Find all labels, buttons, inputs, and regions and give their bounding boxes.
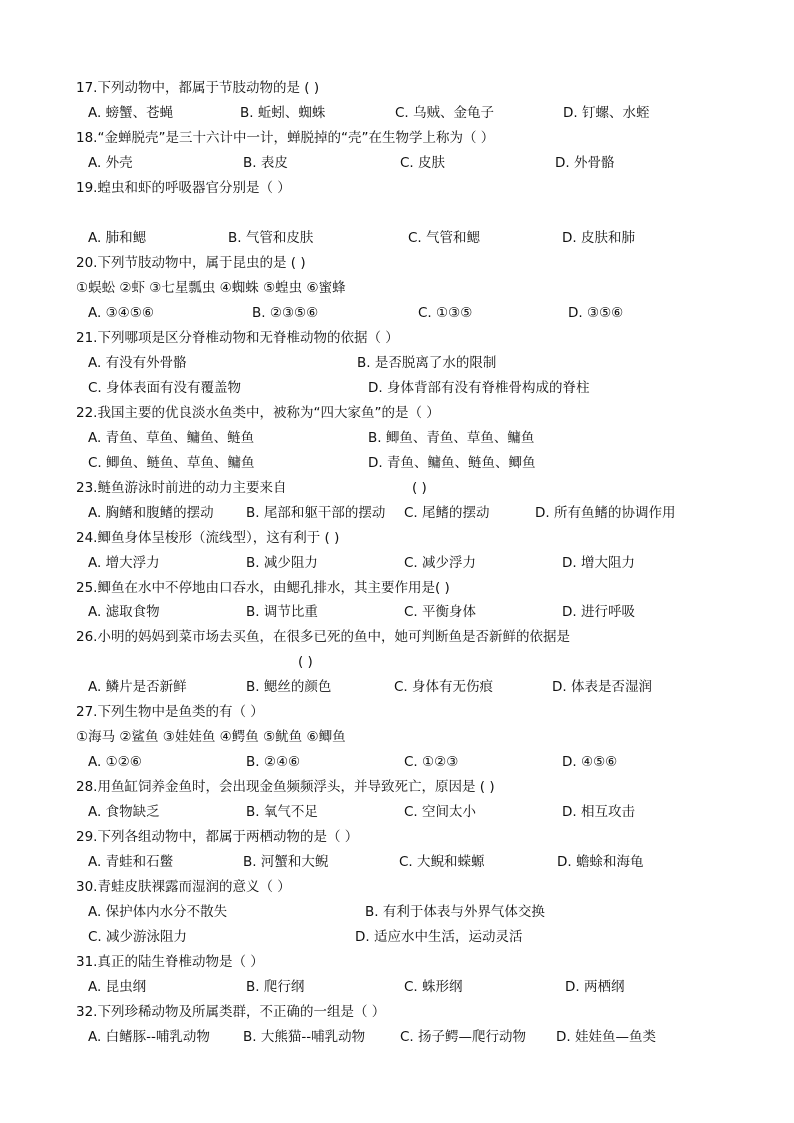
question-32-option-a: A. 白鳍豚--哺乳动物 xyxy=(88,1029,210,1045)
question-17-option-c: C. 乌贼、金龟子 xyxy=(395,105,495,121)
question-20-option-a: A. ③④⑤⑥ xyxy=(88,305,154,321)
question-27-items: ①海马 ②鲨鱼 ③娃娃鱼 ④鳄鱼 ⑤鱿鱼 ⑥鲫鱼 xyxy=(76,729,346,745)
question-31-option-c: C. 蛛形纲 xyxy=(404,979,463,995)
question-29-option-b: B. 河蟹和大鲵 xyxy=(243,854,329,870)
question-24-stem: 24.鲫鱼身体呈梭形（流线型），这有利于 ( ) xyxy=(76,530,340,546)
question-18-option-a: A. 外壳 xyxy=(88,155,133,171)
question-23-option-a: A. 胸鳍和腹鳍的摆动 xyxy=(88,505,214,521)
question-19-option-b: B. 气管和皮肤 xyxy=(228,230,314,246)
question-23-option-b: B. 尾部和躯干部的摆动 xyxy=(246,505,386,521)
question-22-option-a: A. 青鱼、草鱼、鳙鱼、鲢鱼 xyxy=(88,430,255,446)
question-27-option-d: D. ④⑤⑥ xyxy=(562,754,618,770)
question-17-option-d: D. 钉螺、水蛭 xyxy=(563,105,650,121)
question-21-option-b: B. 是否脱离了水的限制 xyxy=(357,355,497,371)
question-20-items: ①蜈蚣 ②虾 ③七星瓢虫 ④蜘蛛 ⑤蝗虫 ⑥蜜蜂 xyxy=(76,280,346,296)
question-19-stem: 19.蝗虫和虾的呼吸器官分别是（ ） xyxy=(76,180,291,196)
question-32-option-b: B. 大熊猫--哺乳动物 xyxy=(243,1029,366,1045)
question-28-option-c: C. 空间太小 xyxy=(404,804,477,820)
question-26-stem: 26.小明的妈妈到菜市场去买鱼，在很多已死的鱼中，她可判断鱼是否新鲜的依据是 xyxy=(76,629,570,645)
question-25-option-d: D. 进行呼吸 xyxy=(562,604,635,620)
question-26-option-d: D. 体表是否湿润 xyxy=(552,679,652,695)
question-28-option-d: D. 相互攻击 xyxy=(562,804,635,820)
question-30-option-a: A. 保护体内水分不散失 xyxy=(88,904,228,920)
question-23-option-c: C. 尾鳍的摆动 xyxy=(404,505,490,521)
question-22-option-c: C. 鲫鱼、鲢鱼、草鱼、鳙鱼 xyxy=(88,455,255,471)
question-25-option-c: C. 平衡身体 xyxy=(404,604,477,620)
question-24-option-c: C. 减少浮力 xyxy=(404,555,477,571)
question-28-option-a: A. 食物缺乏 xyxy=(88,804,160,820)
question-30-option-c: C. 减少游泳阻力 xyxy=(88,929,188,945)
question-22-stem: 22.我国主要的优良淡水鱼类中，被称为“四大家鱼”的是（ ） xyxy=(76,405,440,421)
question-28-option-b: B. 氧气不足 xyxy=(246,804,318,820)
question-30-stem: 30.青蛙皮肤裸露而湿润的意义（ ） xyxy=(76,879,291,895)
question-21-stem: 21.下列哪项是区分脊椎动物和无脊椎动物的依据（ ） xyxy=(76,330,399,346)
question-32-option-d: D. 娃娃鱼—鱼类 xyxy=(556,1029,656,1045)
question-28-stem: 28.用鱼缸饲养金鱼时，会出现金鱼频频浮头，并导致死亡，原因是 ( ) xyxy=(76,779,495,795)
question-27-stem: 27.下列生物中是鱼类的有（ ） xyxy=(76,704,264,720)
question-23-answer-paren: ( ) xyxy=(412,480,427,496)
question-31-option-d: D. 两栖纲 xyxy=(565,979,625,995)
question-17-stem: 17.下列动物中，都属于节肢动物的是 ( ) xyxy=(76,80,320,96)
question-30-option-b: B. 有利于体表与外界气体交换 xyxy=(365,904,545,920)
question-25-option-b: B. 调节比重 xyxy=(246,604,318,620)
question-23-stem: 23.鲢鱼游泳时前进的动力主要来自 xyxy=(76,480,287,496)
question-32-option-c: C. 扬子鳄—爬行动物 xyxy=(400,1029,527,1045)
question-19-option-d: D. 皮肤和肺 xyxy=(562,230,635,246)
question-21-option-d: D. 身体背部有没有脊椎骨构成的脊柱 xyxy=(368,380,590,396)
question-21-option-a: A. 有没有外骨骼 xyxy=(88,355,187,371)
question-23-option-d: D. 所有鱼鳍的协调作用 xyxy=(535,505,676,521)
question-26-option-c: C. 身体有无伤痕 xyxy=(394,679,494,695)
question-29-option-a: A. 青蛙和石鳖 xyxy=(88,854,174,870)
question-24-option-a: A. 增大浮力 xyxy=(88,555,160,571)
question-27-option-a: A. ①②⑥ xyxy=(88,754,142,770)
question-20-option-c: C. ①③⑤ xyxy=(418,305,473,321)
question-17-option-a: A. 螃蟹、苍蝇 xyxy=(88,105,174,121)
question-25-stem: 25.鲫鱼在水中不停地由口吞水，由鳃孔排水，其主要作用是( ) xyxy=(76,580,450,596)
question-29-option-c: C. 大鲵和蝾螈 xyxy=(399,854,485,870)
question-24-option-d: D. 增大阻力 xyxy=(562,555,635,571)
question-29-stem: 29.下列各组动物中，都属于两栖动物的是（ ） xyxy=(76,829,359,845)
question-26-option-a: A. 鳞片是否新鲜 xyxy=(88,679,187,695)
question-18-option-c: C. 皮肤 xyxy=(400,155,446,171)
question-27-option-c: C. ①②③ xyxy=(404,754,459,770)
question-21-option-c: C. 身体表面有没有覆盖物 xyxy=(88,380,242,396)
question-31-option-b: B. 爬行纲 xyxy=(246,979,305,995)
question-29-option-d: D. 蟾蜍和海龟 xyxy=(557,854,644,870)
question-31-option-a: A. 昆虫纲 xyxy=(88,979,147,995)
question-20-stem: 20.下列节肢动物中，属于昆虫的是 ( ) xyxy=(76,255,306,271)
question-18-option-b: B. 表皮 xyxy=(243,155,288,171)
question-26-answer-paren: ( ) xyxy=(298,654,313,670)
question-17-option-b: B. 蚯蚓、蜘蛛 xyxy=(240,105,326,121)
question-20-option-d: D. ③⑤⑥ xyxy=(568,305,624,321)
question-27-option-b: B. ②④⑥ xyxy=(246,754,301,770)
question-19-option-c: C. 气管和鳃 xyxy=(408,230,481,246)
question-26-option-b: B. 鳃丝的颜色 xyxy=(246,679,332,695)
question-20-option-b: B. ②③⑤⑥ xyxy=(252,305,319,321)
question-18-stem: 18.“金蝉脱壳”是三十六计中一计，蝉脱掉的“壳”在生物学上称为（ ） xyxy=(76,130,495,146)
question-31-stem: 31.真正的陆生脊椎动物是（ ） xyxy=(76,954,264,970)
question-25-option-a: A. 滤取食物 xyxy=(88,604,160,620)
question-22-option-b: B. 鲫鱼、青鱼、草鱼、鳙鱼 xyxy=(368,430,535,446)
question-22-option-d: D. 青鱼、鳙鱼、鲢鱼、鲫鱼 xyxy=(368,455,536,471)
question-18-option-d: D. 外骨骼 xyxy=(555,155,615,171)
question-24-option-b: B. 减少阻力 xyxy=(246,555,318,571)
question-19-option-a: A. 肺和鳃 xyxy=(88,230,147,246)
question-30-option-d: D. 适应水中生活，运动灵活 xyxy=(355,929,523,945)
question-32-stem: 32.下列珍稀动物及所属类群，不正确的一组是（ ） xyxy=(76,1004,386,1020)
